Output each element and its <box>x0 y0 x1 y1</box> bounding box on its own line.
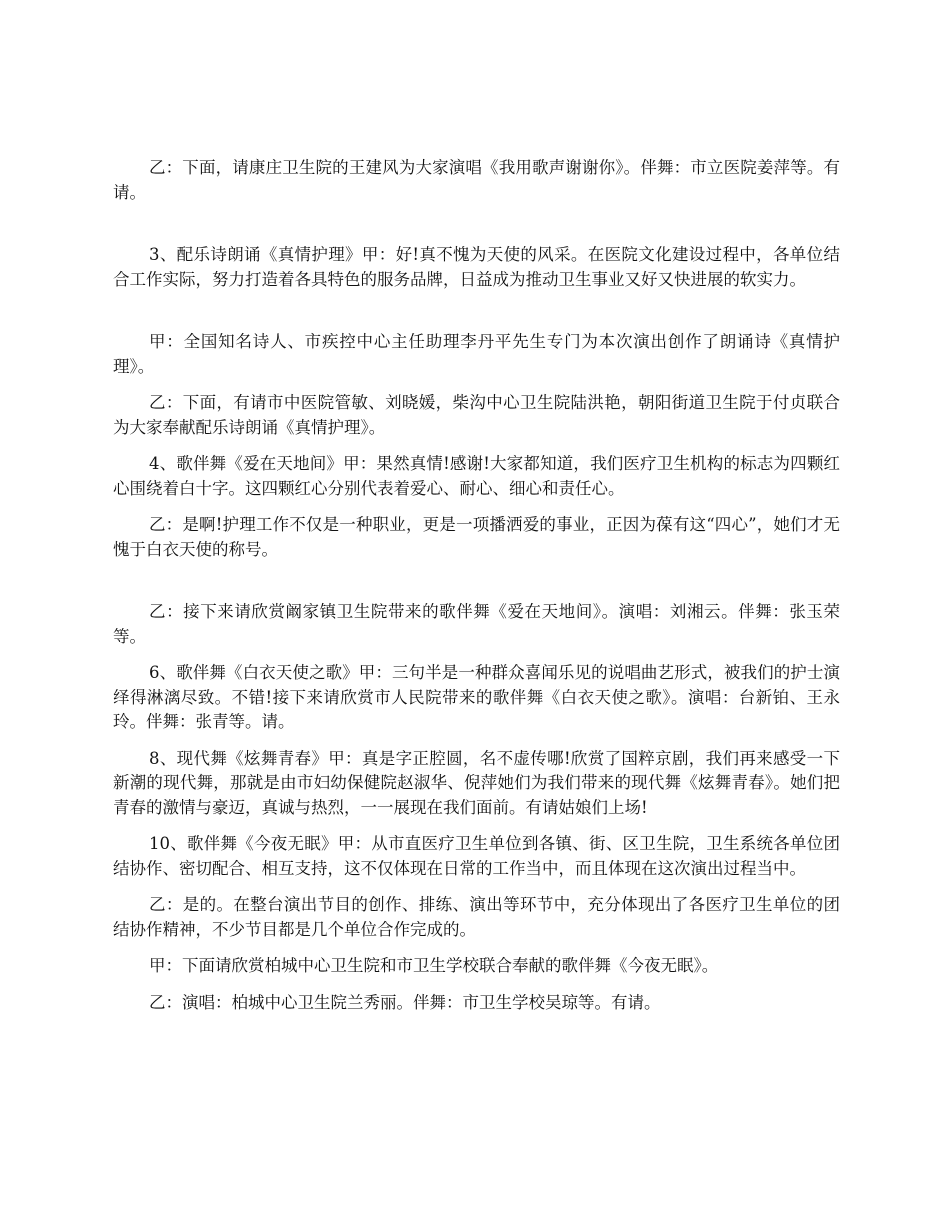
paragraph: 4、歌伴舞《爱在天地间》甲：果然真情!感谢!大家都知道，我们医疗卫生机构的标志为四颗红心围绕着白十字。这四颗红心分别代表着爱心、耐心、细心和责任心。 <box>113 454 840 498</box>
paragraph-gap <box>113 501 840 513</box>
paragraph-gap <box>113 562 840 600</box>
paragraph: 乙：是啊!护理工作不仅是一种职业，更是一项播洒爱的事业，正因为葆有这“四心”，她们才无愧于白衣天使的称号。 <box>113 515 840 559</box>
paragraph-gap <box>113 820 840 832</box>
paragraph-gap <box>113 979 840 991</box>
paragraph: 乙：接下来请欣赏阚家镇卫生院带来的歌伴舞《爱在天地间》。演唱：刘湘云。伴舞：张玉荣等。 <box>113 602 840 646</box>
paragraph: 6、歌伴舞《白衣天使之歌》甲：三句半是一种群众喜闻乐见的说唱曲艺形式，被我们的护士演绎得淋漓尽致。不错!接下来请欣赏市人民院带来的歌伴舞《白衣天使之歌》。演唱：台新铂、王永玲。伴舞：张青等。请。 <box>113 663 840 731</box>
paragraph: 3、配乐诗朗诵《真情护理》甲：好!真不愧为天使的风采。在医院文化建设过程中，各单位结合工作实际，努力打造着各具特色的服务品牌，日益成为推动卫生事业又好又快进展的软实力。 <box>113 245 840 289</box>
paragraph: 乙：下面，请康庄卫生院的王建风为大家演唱《我用歌声谢谢你》。伴舞：市立医院姜萍等。有请。 <box>113 158 840 202</box>
paragraph: 甲：全国知名诗人、市疾控中心主任助理李丹平先生专门为本次演出创作了朗诵诗《真情护理》。 <box>113 332 840 376</box>
paragraph-gap <box>113 942 840 954</box>
paragraph-gap <box>113 379 840 391</box>
paragraph: 10、歌伴舞《今夜无眠》甲：从市直医疗卫生单位到各镇、街、区卫生院，卫生系统各单位团结协作、密切配合、相互支持，这不仅体现在日常的工作当中，而且体现在这次演出过程当中。 <box>113 834 840 878</box>
paragraph: 甲：下面请欣赏柏城中心卫生院和市卫生学校联合奉献的歌伴舞《今夜无眠》。 <box>149 956 719 975</box>
paragraph: 乙：下面，有请市中医院管敏、刘晓媛，柴沟中心卫生院陆洪艳，朝阳街道卫生院于付贞联合为大家奉献配乐诗朗诵《真情护理》。 <box>113 393 840 437</box>
paragraph-gap <box>113 881 840 893</box>
paragraph-gap <box>113 649 840 661</box>
paragraph-gap <box>113 440 840 452</box>
paragraph: 乙：是的。在整台演出节目的创作、排练、演出等环节中，充分体现出了各医疗卫生单位的团结协作精神，不少节目都是几个单位合作完成的。 <box>113 895 840 939</box>
paragraph: 8、现代舞《炫舞青春》甲：真是字正腔圆，名不虚传哪!欣赏了国粹京剧，我们再来感受一下新潮的现代舞，那就是由市妇幼保健院赵淑华、倪萍她们为我们带来的现代舞《炫舞青春》。她们把青春的激情与豪迈，真诚与热烈，一一展现在我们面前。有请姑娘们上场! <box>113 748 840 817</box>
paragraph-gap <box>113 735 840 747</box>
document-body <box>113 156 840 1015</box>
paragraph-gap <box>113 292 840 330</box>
paragraph: 乙：演唱：柏城中心卫生院兰秀丽。伴舞：市卫生学校吴琼等。有请。 <box>149 992 661 1012</box>
paragraph-gap <box>113 205 840 243</box>
